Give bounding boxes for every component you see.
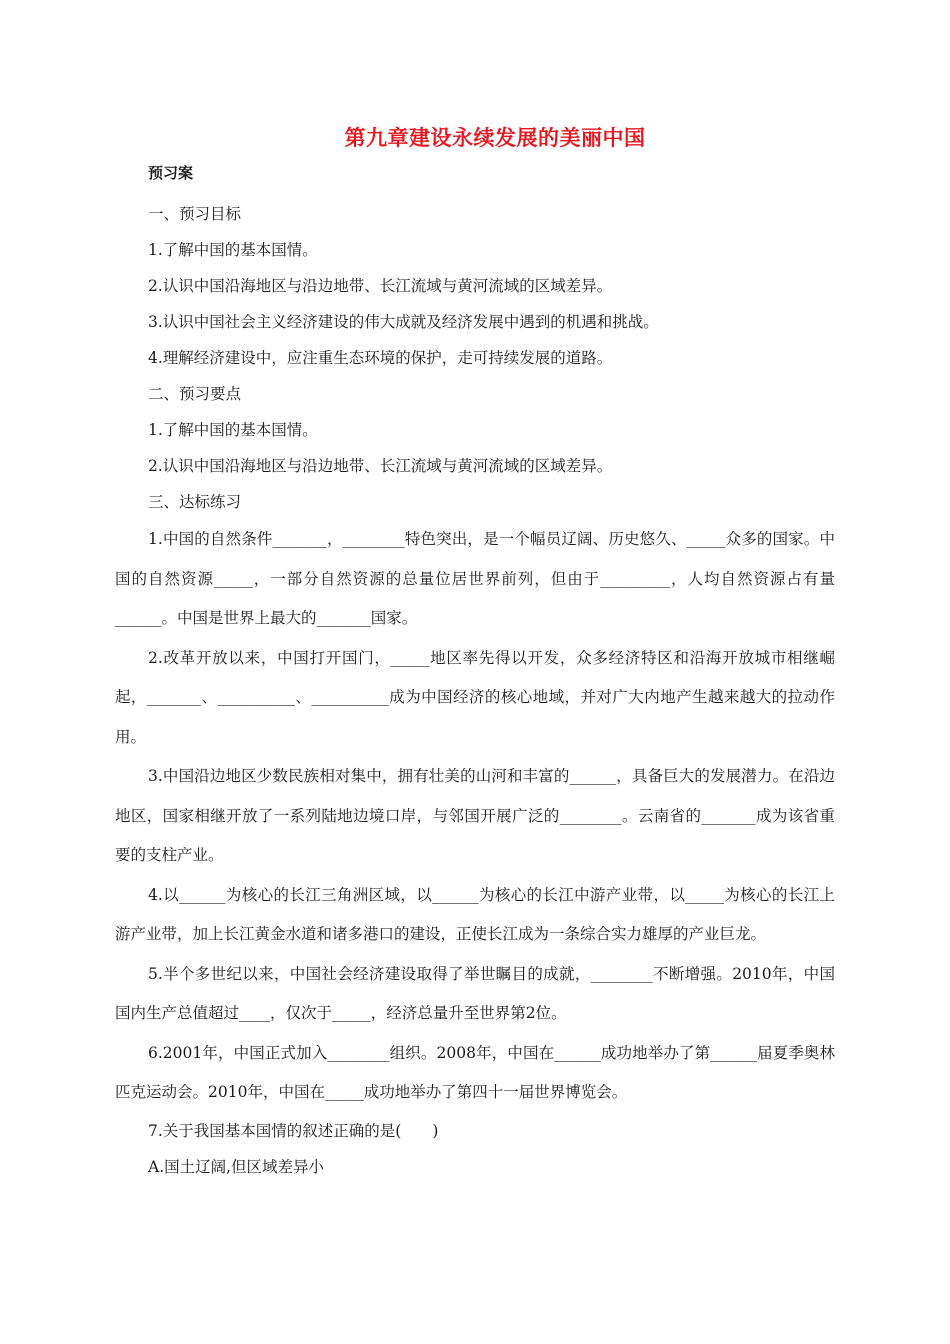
- document-title: 第九章建设永续发展的美丽中国: [344, 126, 646, 150]
- key-point-item-1: 1.了解中国的基本国情。: [148, 421, 318, 439]
- document-body: [115, 196, 835, 1185]
- objectives-heading: 一、预习目标: [148, 205, 242, 223]
- objective-item-2: 2.认识中国沿海地区与沿边地带、长江流域与黄河流域的区域差异。: [148, 277, 613, 295]
- exercise-question-6: 6.2001年，中国正式加入________组织。2008年，中国在______成功地举办了第______届夏季奥林匹克运动会。2010年，中国在_____成功地举办了第四十一届世界博览会。: [115, 1043, 835, 1101]
- exercise-question-1: 1.中国的自然条件_______，________特色突出，是一个幅员辽阔、历史悠久、_____众多的国家。中国的自然资源_____，一部分自然资源的总量位居世界前列，但由于_________，人均自然资源占有量______。中国是世界上最大的_______国家。: [115, 530, 835, 627]
- exercise-question-2: 2.改革开放以来，中国打开国门，_____地区率先得以开发，众多经济特区和沿海开放城市相继崛起，_______、__________、__________成为中国经济的核心地域，并对广大内地产生越来越大的拉动作用。: [115, 648, 835, 746]
- objective-item-1: 1.了解中国的基本国情。: [148, 241, 318, 259]
- objective-item-3: 3.认识中国社会主义经济建设的伟大成就及经济发展中遇到的机遇和挑战。: [148, 313, 659, 331]
- answer-option-a: A.国土辽阔,但区域差异小: [148, 1157, 325, 1176]
- exercise-question-4: 4.以______为核心的长江三角洲区域，以______为核心的长江中游产业带，以_____为核心的长江上游产业带，加上长江黄金水道和诸多港口的建设，正使长江成为一条综合实力雄厚的产业巨龙。: [115, 885, 835, 943]
- exercise-question-3: 3.中国沿边地区少数民族相对集中，拥有壮美的山河和丰富的______，具备巨大的发展潜力。在沿边地区，国家相继开放了一系列陆地边境口岸，与邻国开展广泛的________。云南省的_______成为该省重要的支柱产业。: [115, 767, 835, 864]
- exercise-question-5: 5.半个多世纪以来，中国社会经济建设取得了举世瞩目的成就，________不断增强。2010年，中国国内生产总值超过____，仅次于_____，经济总量升至世界第2位。: [115, 964, 835, 1022]
- objective-item-4: 4.理解经济建设中，应注重生态环境的保护，走可持续发展的道路。: [148, 349, 613, 367]
- section-heading: 预习案: [148, 164, 194, 182]
- exercises-heading: 三、达标练习: [148, 493, 242, 511]
- exercise-question-7: 7.关于我国基本国情的叙述正确的是( ): [148, 1121, 439, 1140]
- key-point-item-2: 2.认识中国沿海地区与沿边地带、长江流域与黄河流域的区域差异。: [148, 457, 613, 475]
- key-points-heading: 二、预习要点: [148, 385, 242, 403]
